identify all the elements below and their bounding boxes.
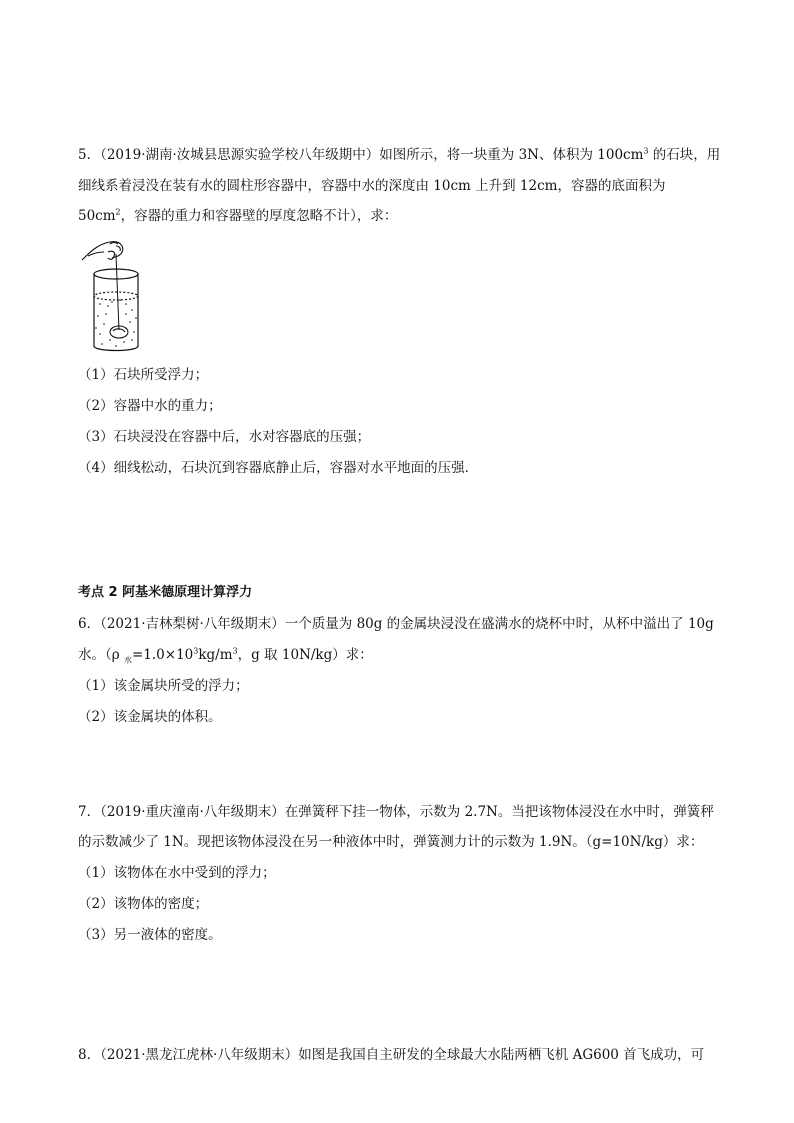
q5-sub-4: （4）细线松动，石块沉到容器底静止后，容器对水平地面的压强． — [78, 460, 479, 476]
q7-line-1: 7．（2019·重庆潼南·八年级期末）在弹簧秤下挂一物体，示数为 2.7N。当把该物体浸没在水中时，弹簧秤 — [78, 804, 714, 820]
q6-line-2: 水。（ρ $_水=1.0\times 10^3kg/m^3$，g 取 10N/kg）求： — [78, 646, 373, 665]
section-heading: 考点 2 阿基米德原理计算浮力 — [78, 585, 253, 600]
hand-icon — [82, 242, 123, 260]
q8-line-1: 8．（2021·黑龙江虎林·八年级期末）如图是我国自主研发的全球最大水陆两栖飞机 AG600 首飞成功，可 — [78, 1047, 705, 1063]
water-dots — [95, 299, 137, 347]
q7-sub-1: （1）该物体在水中受到的浮力； — [78, 865, 276, 881]
q6-sub-1: （1）该金属块所受的浮力； — [78, 678, 249, 694]
q5-sub-1: （1）石块所受浮力； — [78, 367, 209, 383]
q7-sub-2: （2）该物体的密度； — [78, 896, 209, 912]
q7-sub-3: （3）另一液体的密度。 — [78, 927, 222, 943]
q5-sub-2: （2）容器中水的重力； — [78, 398, 222, 414]
q5-line-1: 5．（2019·湖南·汝城县思源实验学校八年级期中）如图所示，将一块重为 3N、体积为 $100cm^3$ 的石块，用 — [78, 146, 721, 163]
q5-sub-3: （3）石块浸没在容器中后，水对容器底的压强； — [78, 429, 371, 445]
beaker-with-stone-figure — [80, 234, 160, 356]
q5-line-2: 细线系着浸没在装有水的圆柱形容器中，容器中水的深度由 10cm 上升到 12cm，容器的底面积为 — [78, 178, 666, 194]
q6-sub-2: （2）该金属块的体积。 — [78, 709, 222, 725]
q5-line-3: $50cm^2$，容器的重力和容器壁的厚度忽略不计），求： — [78, 207, 398, 224]
q6-line-1: 6．（2021·吉林梨树·八年级期末）一个质量为 80g 的金属块浸没在盛满水的烧杯中时，从杯中溢出了 10g — [78, 616, 714, 632]
q7-line-2: 的示数减少了 1N。现把该物体浸没在另一种液体中时，弹簧测力计的示数为 1.9N。（g=10N/kg）求： — [78, 834, 704, 850]
